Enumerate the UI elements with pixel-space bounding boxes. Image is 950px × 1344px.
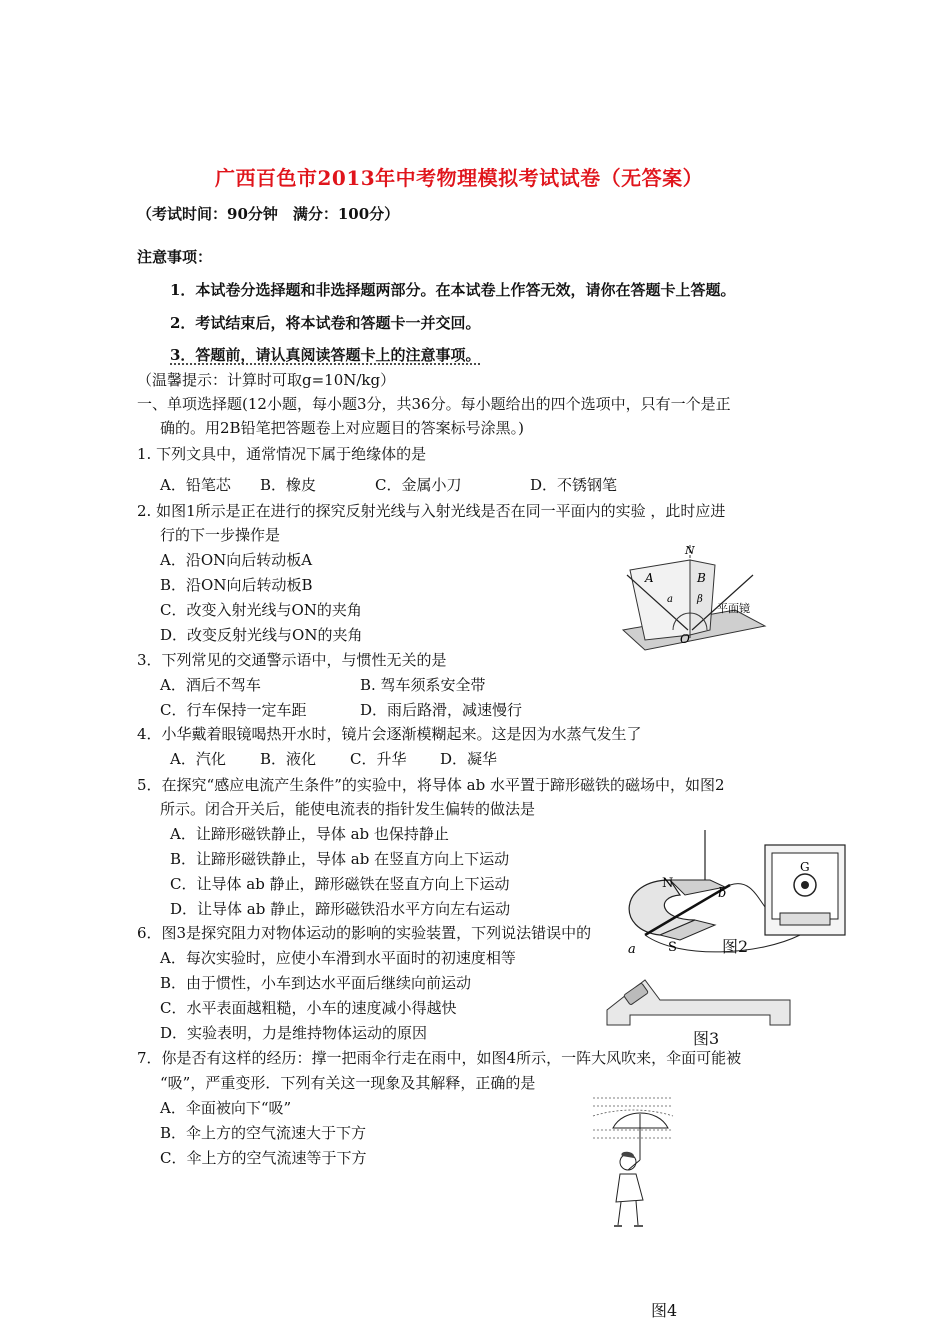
q1-option-c: C．金属小刀 [375,476,462,494]
figure-4-caption: 图4 [651,1301,678,1320]
q4-option-d: D．凝华 [440,750,498,768]
q7-option-a: A．伞面被向下“吸” [160,1099,292,1117]
q7-stem-line1: 7．你是否有这样的经历：撑一把雨伞行走在雨中，如图4所示，一阵大风吹来，伞面可能被 [137,1049,742,1067]
figure-4-umbrella-wind [588,1090,678,1240]
fig1-label-N: N [685,544,695,557]
fig1-label-O: O [680,632,690,646]
section-heading-line1: 一、单项选择题(12小题，每小题3分，共36分。每小题给出的四个选项中，只有一个是正 [137,395,731,413]
fig2-label-b: b [718,886,727,901]
q1-stem: 1. 下列文具中，通常情况下属于绝缘体的是 [137,445,427,463]
q2-option-d: D．改变反射光线与ON的夹角 [160,626,363,644]
q1-option-d: D．不锈钢笔 [530,476,618,494]
exam-info: （考试时间：90分钟 满分：100分） [137,205,400,223]
q3-stem: 3．下列常见的交通警示语中，与惯性无关的是 [137,651,447,669]
fig1-label-A: A [645,571,654,585]
q2-option-b: B．沿ON向后转动板B [160,576,313,594]
q4-option-b: B．液化 [260,750,317,768]
q3-option-b: B. 驾车须系安全带 [360,676,486,694]
q5-option-c: C．让导体 ab 静止，蹄形磁铁在竖直方向上下运动 [170,875,510,893]
notice-item-2: 2．考试结束后，将本试卷和答题卡一并交回。 [170,314,481,332]
q4-option-c: C．升华 [350,750,407,768]
fig2-label-a: a [628,942,636,957]
figure-1-mirror-reflection [605,540,775,660]
q1-option-a: A．铅笔芯 [160,476,231,494]
fig1-label-beta: β [697,594,703,605]
q5-option-b: B．让蹄形磁铁静止，导体 ab 在竖直方向上下运动 [170,850,510,868]
q1-option-b: B．橡皮 [260,476,317,494]
notice-item-1: 1．本试卷分选择题和非选择题两部分。在本试卷上作答无效，请你在答题卡上答题。 [170,281,736,299]
q7-option-c: C．伞上方的空气流速等于下方 [160,1149,367,1167]
q7-option-b: B．伞上方的空气流速大于下方 [160,1124,367,1142]
figure-2-caption: 图2 [722,937,749,956]
q3-option-d: D．雨后路滑，减速慢行 [360,701,523,719]
q6-option-b: B．由于惯性，小车到达水平面后继续向前运动 [160,974,472,992]
q5-option-a: A．让蹄形磁铁静止，导体 ab 也保持静止 [170,825,449,843]
section-heading-line2: 确的。用2B铅笔把答题卷上对应题目的答案标号涂黑。) [160,419,524,437]
q2-stem-line1: 2. 如图1所示是正在进行的探究反射光线与入射光线是否在同一平面内的实验 ，此时应进 [137,502,726,520]
fig2-label-G: G [800,860,810,874]
fig2-label-S: S [668,940,677,955]
fig1-label-alpha: a [667,594,673,605]
q6-option-d: D．实验表明，力是维持物体运动的原因 [160,1024,428,1042]
tip: （温馨提示：计算时可取g=10N/kg） [137,371,396,389]
q3-option-c: C．行车保持一定车距 [160,701,307,719]
figure-3-caption: 图3 [693,1029,720,1048]
q6-stem: 6．图3是探究阻力对物体运动的影响的实验装置，下列说法错误中的 [137,924,592,942]
q5-option-d: D．让导体 ab 静止，蹄形磁铁沿水平方向左右运动 [170,900,511,918]
fig1-label-B: B [697,571,706,585]
q3-option-a: A．酒后不驾车 [160,676,261,694]
q5-stem-line2: 所示。闭合开关后，能使电流表的指针发生偏转的做法是 [160,800,536,818]
fig2-label-N: N [662,876,674,891]
q2-stem-line2: 行的下一步操作是 [160,526,281,544]
q4-stem: 4．小华戴着眼镜喝热开水时，镜片会逐渐模糊起来。这是因为水蒸气发生了 [137,725,642,743]
notice-item-3: 3．答题前，请认真阅读答题卡上的注意事项。 [170,346,481,364]
q6-option-c: C．水平表面越粗糙，小车的速度减小得越快 [160,999,457,1017]
notice-heading: 注意事项： [137,248,213,266]
q7-stem-line2: “吸”，严重变形．下列有关这一现象及其解释，正确的是 [160,1074,536,1092]
q2-option-a: A．沿ON向后转动板A [160,551,313,569]
fig1-mirror-label: 平面镜 [717,602,750,615]
figure-3-incline-track [605,970,795,1032]
q5-stem-line1: 5．在探究“感应电流产生条件”的实验中，将导体 ab 水平置于蹄形磁铁的磁场中，如图2 [137,776,725,794]
q4-option-a: A．汽化 [170,750,226,768]
q2-option-c: C．改变入射光线与ON的夹角 [160,601,362,619]
q6-option-a: A．每次实验时，应使小车滑到水平面时的初速度相等 [160,949,516,967]
page-title: 广西百色市2013年中考物理模拟考试试卷（无答案） [215,166,704,190]
